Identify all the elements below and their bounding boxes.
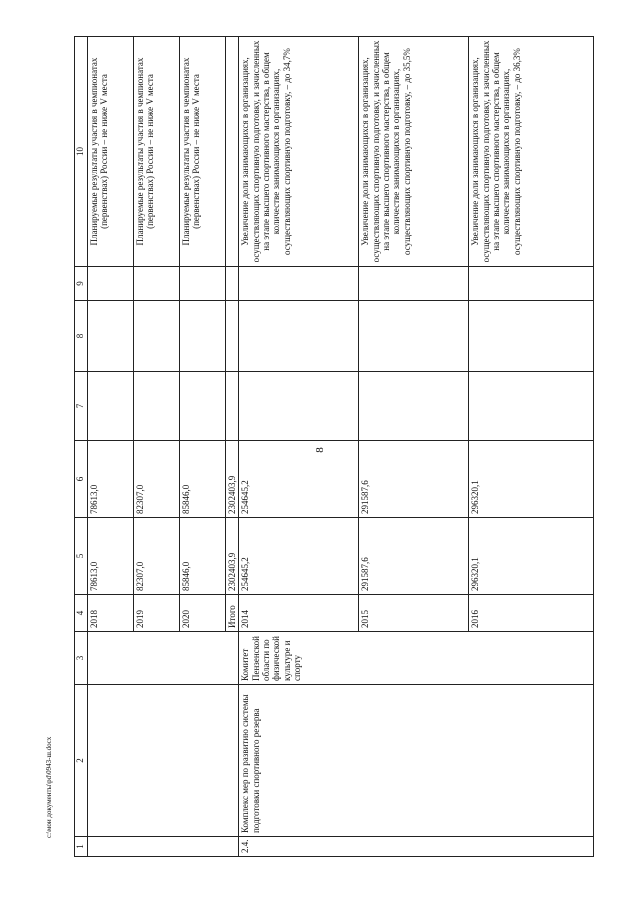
cell-empty bbox=[359, 267, 469, 301]
cell-empty bbox=[469, 301, 594, 372]
year-cell: 2014 bbox=[239, 595, 359, 632]
result-cell: Планируемые результаты участия в чемпионатах (первенствах) России – не ниже V места bbox=[180, 37, 226, 267]
cell-empty bbox=[226, 267, 239, 301]
year-cell: 2020 bbox=[180, 595, 226, 632]
cell-empty bbox=[88, 267, 134, 301]
year-cell: Итого bbox=[226, 595, 239, 632]
table-row bbox=[239, 37, 359, 857]
cell-empty bbox=[239, 372, 359, 441]
amount-total-cell: 82307,0 bbox=[134, 518, 180, 595]
amount-total-cell: 254645,2 bbox=[239, 518, 359, 595]
column-header: 5 bbox=[75, 518, 88, 595]
executor-cell: Комитет Пензенской области по физической культуре и спорту bbox=[239, 632, 594, 685]
column-number-row bbox=[75, 37, 88, 857]
cell-empty bbox=[359, 301, 469, 372]
cell-empty bbox=[88, 685, 239, 837]
amount-regional-cell: 254645,2 bbox=[239, 441, 359, 518]
amount-total-cell: 296320,1 bbox=[469, 518, 594, 595]
cell-empty bbox=[180, 372, 226, 441]
rotated-table-sheet bbox=[74, 37, 612, 857]
year-cell: 2015 bbox=[359, 595, 469, 632]
cell-empty bbox=[134, 267, 180, 301]
cell-empty bbox=[226, 301, 239, 372]
cell-empty bbox=[226, 372, 239, 441]
cell-empty bbox=[469, 267, 594, 301]
section-number-cell: 2.4. bbox=[239, 837, 594, 857]
column-header: 2 bbox=[75, 685, 88, 837]
column-header: 10 bbox=[75, 37, 88, 267]
result-cell: Увеличение доли занимающихся в организациях, осуществляющих спортивную подготовку, и зачисленных на этапе высшего спортивного мастерства, в общем количестве занимающихся в организациях, осуществляющих спортивную подготовку, – до 35,5% bbox=[359, 37, 469, 267]
amount-regional-cell: 291587,6 bbox=[359, 441, 469, 518]
result-cell: Планируемые результаты участия в чемпионатах (первенствах) России – не ниже V места bbox=[88, 37, 134, 267]
amount-total-cell: 85846,0 bbox=[180, 518, 226, 595]
amount-regional-cell: 2302403,9 bbox=[226, 441, 239, 518]
column-header: 3 bbox=[75, 632, 88, 685]
amount-regional-cell: 296320,1 bbox=[469, 441, 594, 518]
cell-empty bbox=[239, 301, 359, 372]
page-number: 8 bbox=[314, 447, 326, 453]
cell-empty bbox=[239, 267, 359, 301]
cell-empty bbox=[469, 372, 594, 441]
result-cell: Увеличение доли занимающихся в организациях, осуществляющих спортивную подготовку, и зачисленных на этапе высшего спортивного мастерства, в общем количестве занимающихся в организациях, осуществляющих спортивную подготовку, – до 36,3% bbox=[469, 37, 594, 267]
column-header: 8 bbox=[75, 301, 88, 372]
amount-regional-cell: 82307,0 bbox=[134, 441, 180, 518]
cell-empty bbox=[180, 301, 226, 372]
year-cell: 2016 bbox=[469, 595, 594, 632]
column-header: 1 bbox=[75, 837, 88, 857]
amount-total-cell: 291587,6 bbox=[359, 518, 469, 595]
activity-name-cell: Комплекс мер по развитию системы подготовки спортивного резерва bbox=[239, 685, 594, 837]
year-cell: 2018 bbox=[88, 595, 134, 632]
amount-total-cell: 78613,0 bbox=[88, 518, 134, 595]
column-header: 9 bbox=[75, 267, 88, 301]
cell-empty bbox=[88, 632, 239, 685]
cell-empty bbox=[88, 372, 134, 441]
cell-empty bbox=[88, 301, 134, 372]
cell-empty bbox=[226, 37, 239, 267]
cell-empty bbox=[359, 372, 469, 441]
table-row bbox=[88, 37, 134, 857]
column-header: 6 bbox=[75, 441, 88, 518]
cell-empty bbox=[180, 267, 226, 301]
result-cell: Планируемые результаты участия в чемпионатах (первенствах) России – не ниже V места bbox=[134, 37, 180, 267]
cell-empty bbox=[134, 301, 180, 372]
year-cell: 2019 bbox=[134, 595, 180, 632]
amount-total-cell: 2302403,9 bbox=[226, 518, 239, 595]
program-activities-table bbox=[74, 36, 594, 857]
footer-file-path: c:\мои документы\pd\0943-ш.docx bbox=[45, 736, 53, 838]
cell-empty bbox=[88, 837, 239, 857]
column-header: 4 bbox=[75, 595, 88, 632]
amount-regional-cell: 78613,0 bbox=[88, 441, 134, 518]
column-header: 7 bbox=[75, 372, 88, 441]
amount-regional-cell: 85846,0 bbox=[180, 441, 226, 518]
result-cell: Увеличение доли занимающихся в организациях, осуществляющих спортивную подготовку, и зачисленных на этапе высшего спортивного мастерства, в общем количестве занимающихся в организациях, осуществляющих спортивную подготовку, – до 34,7% bbox=[239, 37, 359, 267]
cell-empty bbox=[134, 372, 180, 441]
